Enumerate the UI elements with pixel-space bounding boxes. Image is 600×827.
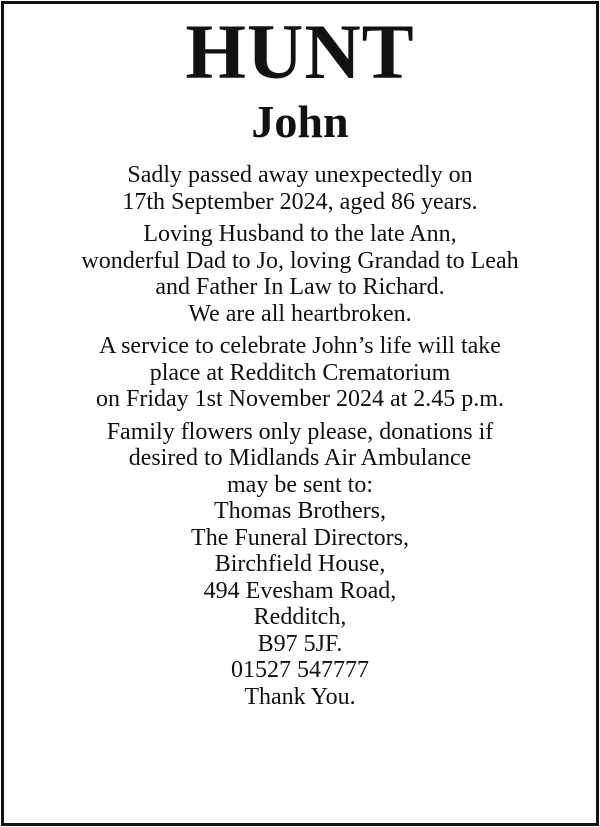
- donations-and-contact: [4, 419, 596, 711]
- text-line: and Father In Law to Richard.: [155, 274, 445, 300]
- text-line: Sadly passed away unexpectedly on: [127, 162, 473, 188]
- postcode: B97 5JF.: [257, 630, 343, 657]
- funeral-director-name: Thomas Brothers,: [214, 498, 386, 524]
- text-line: may be sent to:: [227, 471, 373, 498]
- text-line: The Funeral Directors,: [191, 524, 409, 551]
- text-line: Loving Husband to the late Ann,: [143, 221, 457, 247]
- text-line: on Friday 1st November 2024 at 2.45 p.m.: [96, 386, 504, 412]
- obituary-notice: [1, 1, 599, 826]
- surname-heading: HUNT: [185, 8, 415, 95]
- address-line: 494 Evesham Road,: [203, 577, 397, 604]
- service-details: [4, 333, 596, 413]
- text-line: desired to Midlands Air Ambulance: [128, 445, 472, 471]
- family-tribute: [4, 221, 596, 327]
- text-line: Family flowers only please, donations if: [106, 418, 494, 445]
- text-line: A service to celebrate John’s life will take: [99, 333, 501, 359]
- text-line: 17th September 2024, aged 86 years.: [122, 188, 478, 215]
- text-line: place at Redditch Crematorium: [149, 359, 451, 386]
- death-announcement: [4, 162, 596, 215]
- address-line: Birchfield House,: [214, 551, 386, 577]
- closing-line: Thank You.: [244, 683, 356, 710]
- text-line: wonderful Dad to Jo, loving Grandad to Leah: [81, 247, 519, 274]
- phone-number: 01527 547777: [231, 657, 369, 683]
- address-line: Redditch,: [253, 604, 347, 630]
- forename-heading: John: [251, 96, 349, 147]
- text-line: We are all heartbroken.: [188, 300, 412, 327]
